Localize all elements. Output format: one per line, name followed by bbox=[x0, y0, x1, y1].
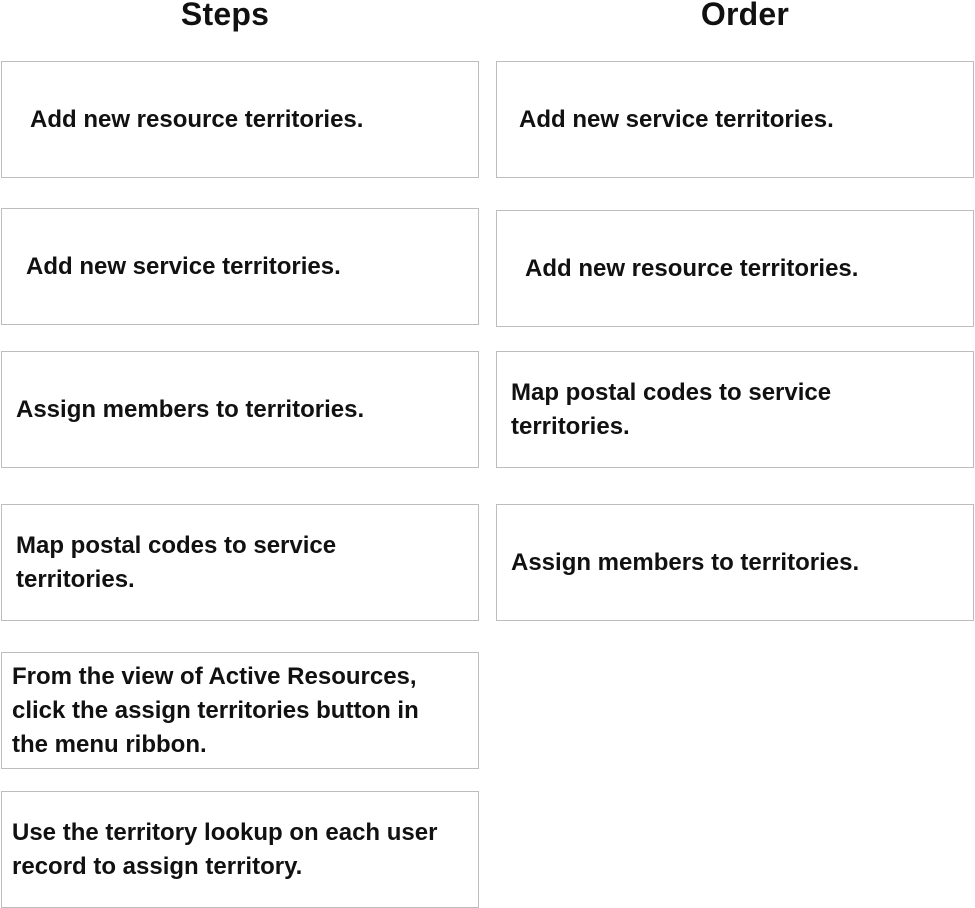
step-card-assign-members[interactable] bbox=[1, 351, 479, 468]
order-slot-3[interactable] bbox=[496, 351, 974, 468]
step-card-label: Add new service territories. bbox=[26, 252, 341, 280]
steps-column-header: Steps bbox=[180, 0, 270, 32]
order-slot-label: Add new resource territories. bbox=[525, 254, 859, 282]
step-card-label: Use the territory lookup on each user record to assign territory. bbox=[12, 818, 438, 880]
step-card-label: Add new resource territories. bbox=[30, 105, 364, 133]
order-slot-label: Assign members to territories. bbox=[511, 548, 860, 576]
step-card-add-service-territories[interactable] bbox=[1, 208, 479, 325]
order-column-header: Order bbox=[700, 0, 790, 32]
order-slot-4[interactable] bbox=[496, 504, 974, 621]
step-card-label: Map postal codes to service territories. bbox=[16, 531, 337, 593]
order-slot-label: Add new service territories. bbox=[519, 105, 834, 133]
step-card-label: From the view of Active Resources, click the assign territories button in the menu ribbon. bbox=[12, 662, 419, 758]
step-card-label: Assign members to territories. bbox=[16, 395, 365, 423]
order-slot-label: Map postal codes to service territories. bbox=[511, 378, 832, 440]
order-slot-2[interactable] bbox=[496, 210, 974, 327]
step-card-assign-territories-button[interactable] bbox=[1, 652, 479, 769]
step-card-territory-lookup[interactable] bbox=[1, 791, 479, 908]
order-slot-1[interactable] bbox=[496, 61, 974, 178]
step-card-map-postal-codes[interactable] bbox=[1, 504, 479, 621]
step-card-add-resource-territories[interactable] bbox=[1, 61, 479, 178]
